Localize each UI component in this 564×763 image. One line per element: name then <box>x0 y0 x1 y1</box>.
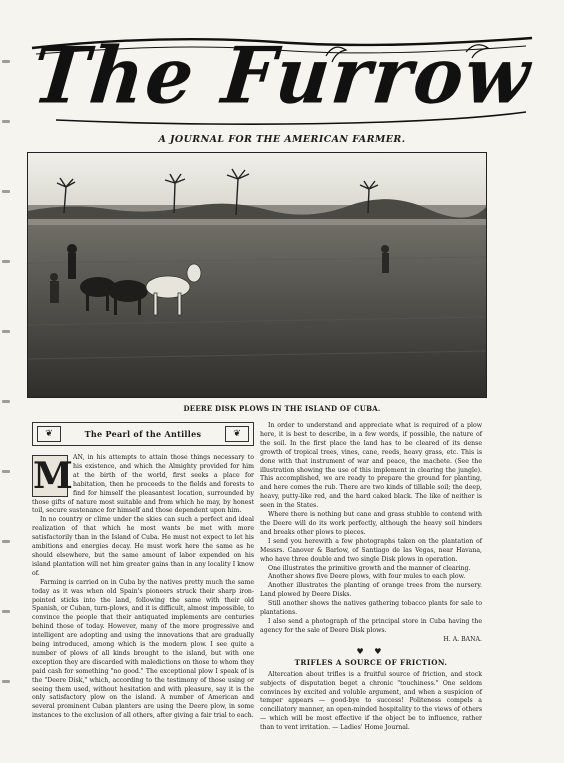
binding-mark <box>2 540 10 543</box>
cuba-plowing-photo <box>27 152 487 398</box>
binding-mark <box>2 330 10 333</box>
binding-mark <box>2 120 10 123</box>
article-paragraph: In order to understand and appreciate what is required of a plow here, it is best to describe, in a few words, if possible, the nature of the soil. In the first place the land has to be cleared of its dense growth of tropical trees, vines, cane, reeds, heavy grass, etc. This is done with that instrument of war and peace, the machete. (See the illustration showing the use of this implement in clearing the jungle). This accomplished, we are ready to prepare the ground for planting, and here comes the rub. There are two kinds of tillable soil; the deep, heavy, putty-like red, and the hard caked black. The like of neither is seen in the States. <box>260 422 482 510</box>
left-column <box>32 422 254 721</box>
article-paragraph: Where there is nothing but cane and grass stubble to contend with the Deere will do its work perfectly, although the heavy soil hinders and breaks other plows to pieces. <box>260 511 482 536</box>
sub-article-paragraph: Altercation about trifles is a fruitful source of friction, and stock subjects of disputation beget a chronic "touchiness." One seldom convinces by excited and voluble argument, and when a suspicion of temper appears — good-bye to success! Politeness compels a conciliatory manner, an open-minded hospitality to the views of others — which will be most effective if the object be to influence, rather than to vent irritation. — Ladies' Home Journal. <box>260 670 482 732</box>
heart-ornament-icon: ♥ ♥ <box>356 646 386 656</box>
binding-mark <box>2 610 10 613</box>
binding-mark <box>2 60 10 63</box>
left-ornament-icon: ❦ <box>37 426 61 442</box>
article-paragraph: I also send a photograph of the principal store in Cuba having the agency for the sale of Deere Disk plows. <box>260 617 482 634</box>
article-paragraph: Another shows five Deere plows, with four mules to each plow. <box>268 573 466 581</box>
article-body <box>32 454 254 721</box>
binding-mark <box>2 400 10 403</box>
drop-cap: M <box>33 455 73 497</box>
binding-mark <box>2 260 10 263</box>
article-title: The Pearl of the Antilles <box>84 429 202 439</box>
article-paragraph: I send you herewith a few photographs taken on the plantation of Messrs. Canover & Barlow, of Santiago de las Vegas, near Havana, who have three double and two single Disk plows in operation. <box>260 537 482 563</box>
binding-mark <box>2 190 10 193</box>
masthead-title: The Furrow <box>28 30 536 122</box>
masthead-subtitle: A JOURNAL FOR THE AMERICAN FARMER. <box>158 134 406 145</box>
binding-mark <box>2 680 10 683</box>
article-paragraph: Another illustrates the planting of orange trees from the nursery. Land plowed by Deere Disks. <box>260 582 482 599</box>
article-paragraph: AN, in his attempts to attain those things necessary to his existence, and which the Almighty provided for him at the birth of the world, first seeks a place for habitation, then he proceeds to the fields and forests to find for himself the pleasantest location, surrounded by those gifts of nature most suitable and from which he may, by honest toil, secure sustenance for himself and those dependent upon him. <box>32 454 254 515</box>
article-paragraph: Still another shows the natives gathering tobacco plants for sale to plantations. <box>260 600 482 617</box>
right-ornament-icon: ❦ <box>225 426 249 442</box>
photo-caption: DEERE DISK PLOWS IN THE ISLAND OF CUBA. <box>183 404 381 413</box>
author-signature: H. A. BANA. <box>443 635 482 643</box>
binding-mark <box>2 470 10 473</box>
right-column <box>260 422 482 733</box>
article-paragraph: In no country or clime under the skies can such a perfect and ideal realization of that which he most wants be met with more satisfactorily than in the Island of Cuba. He must not expect to let his ambitions and energies decay. He must work here the same as he should elsewhere, but the same amount of labor expended on his island plantation will net him greater gains than in any locality I know of. <box>32 516 254 577</box>
sub-article-title: TRIFLES A SOURCE OF FRICTION. <box>294 657 448 667</box>
article-paragraph: One illustrates the primitive growth and the manner of clearing. <box>268 564 471 572</box>
photo-illustration <box>28 153 486 397</box>
article-paragraph: Farming is carried on in Cuba by the natives pretty much the same today as it was when old Spain's pioneers struck their sharp iron-pointed sticks into the land, following the same with their old Spanish, or Cuban, turn-plows, and it is difficult, almost impossible, to convince the people that their antiquated implements are centuries behind those of today. However, many of the more progressive and intelligent are adopting and using the innovations that are gradually being introduced, among which is the modern plow. I see quite a number of plows of all kinds brought to the island, but with one exception they are discarded with maledictions on those to whom they paid cash for something "no good." The exceptional plow I speak of is the "Deere Disk," which, according to the testimony of those using or seeing them used, without hesitation and with pleasure, say it is the only satisfactory plow on the island. A number of American and several prominent Cuban planters are using the Deere plow, in some instances to the exclusion of all others, after giving a fair trial to each. <box>32 578 254 720</box>
masthead <box>26 30 538 128</box>
article-heading-box <box>32 422 254 446</box>
